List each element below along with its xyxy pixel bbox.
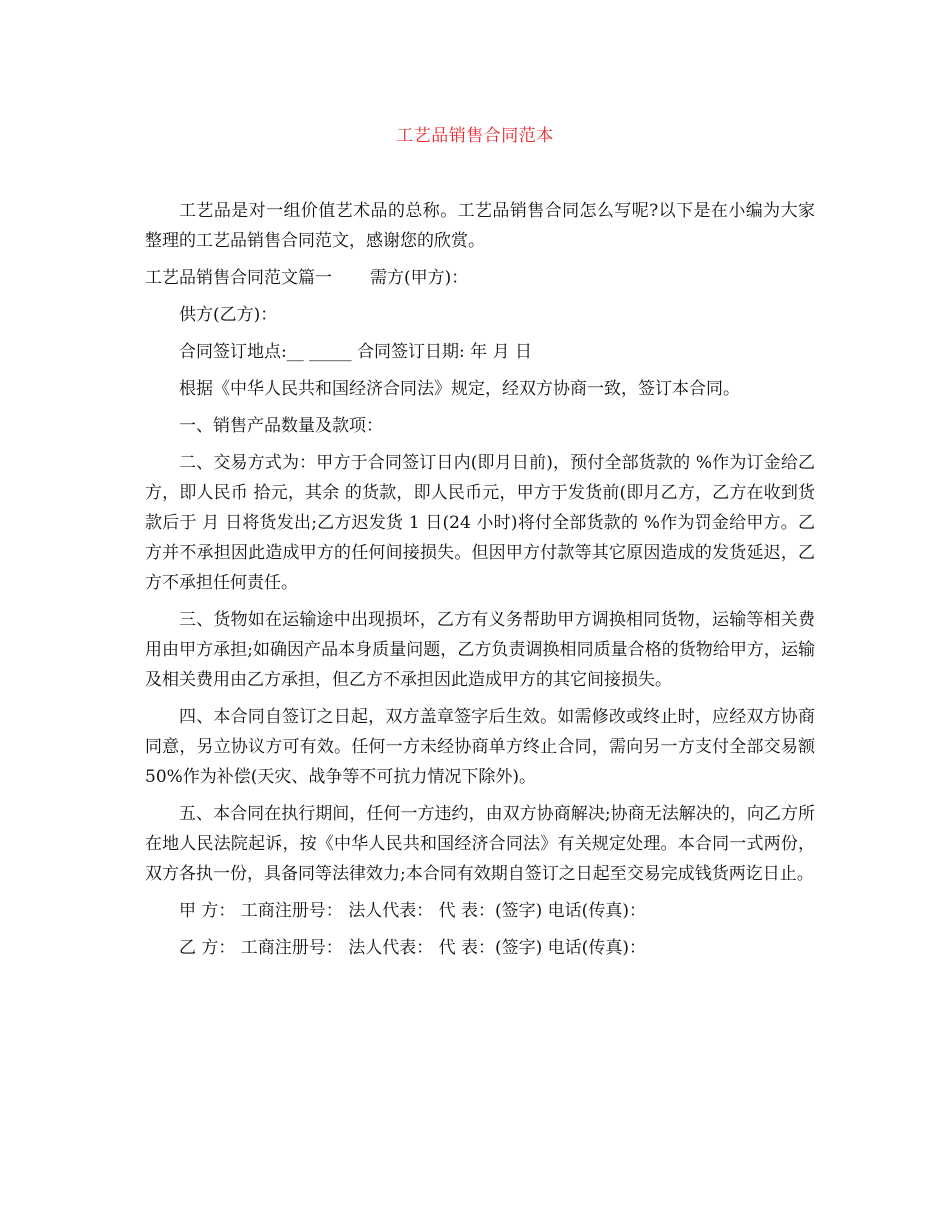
- supplier-label: 供方(乙方)：: [179, 305, 278, 325]
- legal-basis-paragraph: 根据《中华人民共和国经济合同法》规定，经双方协商一致，签订本合同。: [179, 379, 740, 399]
- clause-4: 四、本合同自签订之日起，双方盖章签字后生效。如需修改或终止时，应经双方协商同意，另立协议方可有效。任何一方未经协商单方终止合同，需向另一方支付全部交易额 50%作为补偿(天灾、战争等不可抗力情况下除外)。: [145, 707, 815, 787]
- section-heading: 工艺品销售合同范文篇一: [145, 268, 332, 288]
- party-a-signature-line: 甲 方： 工商注册号： 法人代表： 代 表：(签字) 电话(传真)：: [179, 901, 646, 921]
- intro-paragraph: 工艺品是对一组价值艺术品的总称。工艺品销售合同怎么写呢?以下是在小编为大家整理的工艺品销售合同范文，感谢您的欣赏。: [145, 201, 815, 251]
- buyer-label: 需方(甲方)：: [370, 268, 469, 288]
- section-heading-line: [145, 263, 815, 293]
- clause-5-part-b: 本合同一式两份，双方各执一份，具备同等法律效力;本合同有效期自签订之日起至交易完成钱货两讫日止。: [145, 834, 816, 884]
- clause-5-part-a: 五、本合同在执行期间，任何一方违约，由双方协商解决;协商无法解决的，向乙方所在地人民法院起诉，按《中华人民共和国经济合同法》有关规定处理。: [145, 804, 815, 854]
- document-body: [145, 196, 815, 970]
- party-b-signature-line: 乙 方： 工商注册号： 法人代表： 代 表：(签字) 电话(传真)：: [179, 938, 646, 958]
- clause-5: [145, 799, 815, 889]
- clause-1: 一、销售产品数量及款项：: [179, 416, 383, 436]
- clause-2: 二、交易方式为：甲方于合同签订日内(即月日前)，预付全部货款的 %作为订金给乙方，即人民币 拾元，其余 的货款，即人民币元，甲方于发货前(即月乙方，乙方在收到货款后于 月 日将货发出;乙方迟发货 1 日(24 小时)将付全部货款的 %作为罚金给甲方。乙方并不承担因此造成甲方的任何间接损失。但因甲方付款等其它原因造成的发货延迟，乙方不承担任何责任。: [145, 453, 815, 593]
- sign-place-date: 合同签订地点:__ _____ 合同签订日期: 年 月 日: [179, 342, 532, 362]
- clause-3: 三、货物如在运输途中出现损坏，乙方有义务帮助甲方调换相同货物，运输等相关费用由甲方承担;如确因产品本身质量问题，乙方负责调换相同质量合格的货物给甲方，运输及相关费用由乙方承担，但乙方不承担因此造成甲方的其它间接损失。: [145, 610, 815, 690]
- document-title: 工艺品销售合同范本: [396, 126, 554, 146]
